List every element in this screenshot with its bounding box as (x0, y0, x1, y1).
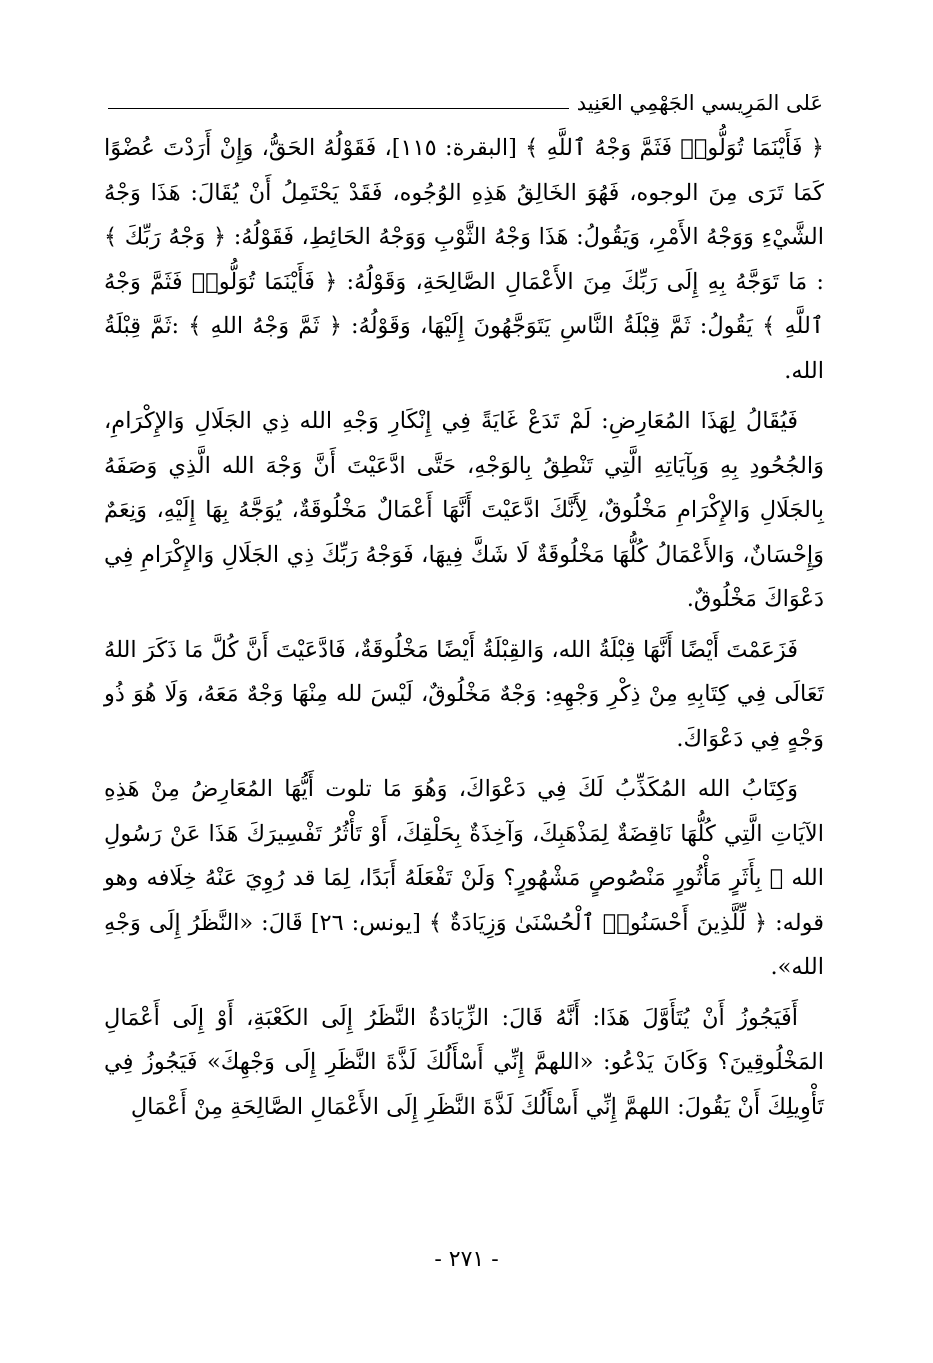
paragraph: فَيُقَالُ لِهَذَا المُعَارِضِ: لَمْ تَدَعْ غَايَةً فِي إِنْكَارِ وَجْهِ الله ذِي الجَلَالِ وَالإِكْرَامِ، وَالجُحُودِ بِهِ وَبِآيَاتِهِ الَّتِي تَنْطِقُ بِالوَجْهِ، حَتَّى ادَّعَيْتَ أَنَّ وَجْهَ الله الَّذِي وَصَفَهُ بِالجَلَالِ وَالإِكْرَامِ مَخْلُوقٌ، لِأَنَّكَ ادَّعَيْتَ أَنَّهَا أَعْمَالٌ مَخْلُوقَةٌ، يُوَجَّهُ بِهَا إِلَيْهِ، وَنِعَمٌ وَإِحْسَانٌ، وَالأَعْمَالُ كُلُّهَا مَخْلُوقَةٌ لَا شَكَّ فِيهَا، فَوَجْهُ رَبِّكَ ذِي الجَلَالِ وَالإِكْرَامِ فِي دَعْوَاكَ مَخْلُوقٌ. (104, 408, 824, 612)
page-footer (0, 1245, 933, 1275)
header-rule (108, 108, 569, 109)
body-text (104, 126, 824, 1135)
paragraph: وَكِتَابُ الله المُكَذِّبُ لَكَ فِي دَعْوَاكَ، وَهُوَ مَا تلوت أَيُّهَا المُعَارِضُ مِنْ هَذِهِ الآيَاتِ الَّتِي كُلُّهَا نَاقِضَةٌ لِمَذْهَبِكَ، وَآخِذَةٌ بِحَلْقِكَ، أَوْ تَأْثُرُ تَفْسِيرَكَ هَذَا عَنْ رَسُولِ الله ﷺ بِأَثَرٍ مَأْثُورٍ مَنْصُوصٍ مَشْهُورٍ؟ وَلَنْ تَفْعَلَهُ أَبَدًا، لِمَا قد رُوِيَ عَنْهُ خِلَافه وهو قوله: ﴿ لِّلَّذِينَ أَحْسَنُوا۟ ٱلْحُسْنَىٰ وَزِيَادَةٌ ﴾ [يونس: ٢٦] قَالَ: «النَّظَرُ إِلَى وَجْهِ الله». (104, 776, 824, 980)
running-title: عَلى المَرِيسي الجَهْمِي العَنِيد (576, 91, 823, 115)
paragraph: أَفَيَجُوزُ أَنْ يُتَأَوَّلَ هَذَا: أَنَّهُ قَالَ: الزِّيَادَةُ النَّظَرُ إِلَى الكَعْبَةِ، أَوْ إِلَى أَعْمَالِ المَخْلُوقِينَ؟ وَكَانَ يَدْعُو: «اللهمَّ إِنِّي أَسْأَلُكَ لَذَّةَ النَّظَرِ إِلَى وَجْهِكَ» فَيَجُوزُ فِي تَأْوِيلِكَ أَنْ يَقُولَ: اللهمَّ إِنِّي أَسْأَلُكَ لَذَّةَ النَّظَرِ إِلَى الأَعْمَالِ الصَّالِحَةِ مِنْ أَعْمَالِ (104, 1004, 824, 1120)
paragraph: ﴿ فَأَيْنَمَا تُوَلُّوا۟ فَثَمَّ وَجْهُ ٱللَّهِ ﴾ [البقرة: ١١٥]، فَقَوْلُهُ الحَقُّ، وَإِنْ أَرَدْتَ عُضْوًا كَمَا تَرَى مِنَ الوجوه، فَهُوَ الخَالِقُ هَذِهِ الوُجُوه، فَقَدْ يَحْتَمِلُ أَنْ يُقَالَ: هَذَا وَجْهُ الشَّيْءِ وَوَجْهُ الأَمْرِ، وَيَقُولُ: هَذَا وَجْهُ الثَّوْبِ وَوَجْهُ الحَائِطِ، فَقَوْلُهُ: ﴿ وَجْهُ رَبِّكَ ﴾ : مَا تَوَجَّهُ بِهِ إِلَى رَبِّكَ مِنَ الأَعْمَالِ الصَّالِحَةِ، وَقَوْلُهُ: ﴿ فَأَيْنَمَا تُوَلُّوا۟ فَثَمَّ وَجْهُ ٱللَّهِ ﴾ يَقُولُ: ثَمَّ قِبْلَةُ النَّاسِ يَتَوَجَّهُونَ إِلَيْهَا، وَقَوْلُهُ: ﴿ ثَمَّ وَجْهُ اللهِ ﴾ :ثَمَّ قِبْلَةُ الله. (104, 135, 824, 384)
paragraph: فَزَعَمْتَ أَيْضًا أَنَّهَا قِبْلَةُ الله، وَالقِبْلَةُ أَيْضًا مَخْلُوقَةٌ، فَادَّعَيْتَ أَنَّ كُلَّ مَا ذَكَرَ اللهُ تَعَالَى فِي كِتَابِهِ مِنْ ذِكْرِ وَجْهِهِ: وَجْهٌ مَخْلُوقٌ، لَيْسَ لله مِنْهَا وَجْهٌ مَعَهُ، وَلَا هُوَ ذُو وَجْهٍ فِي دَعْوَاكَ. (104, 636, 824, 752)
page-number: - ٢٧١ - (434, 1247, 499, 1272)
page-header (108, 84, 823, 118)
